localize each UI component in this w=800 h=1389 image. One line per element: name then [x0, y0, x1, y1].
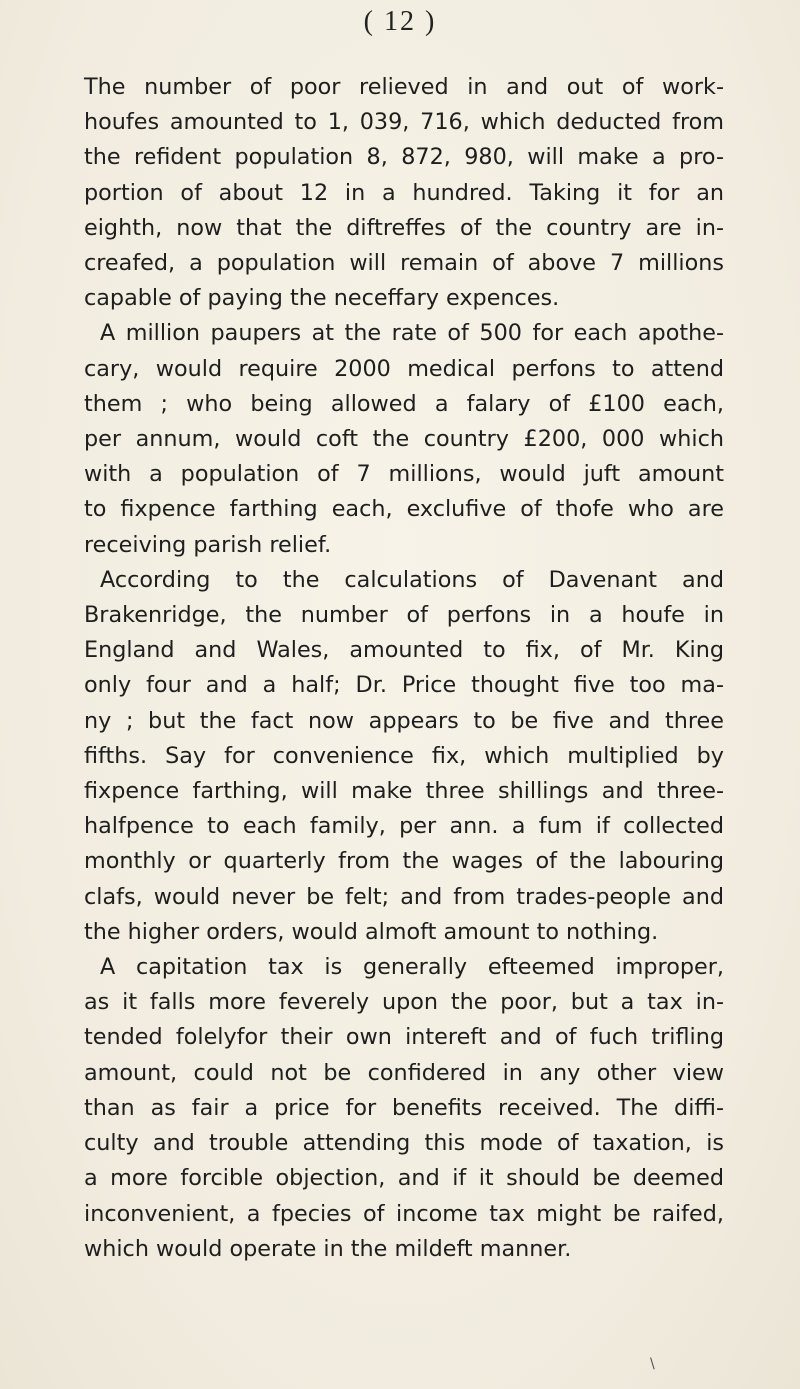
text-line: a more forcible objection, and if it should be deemed [84, 1165, 724, 1192]
text-line: receiving parish relief. [84, 531, 332, 558]
text-line: fifths. Say for convenience fix, which multiplied by [84, 742, 724, 769]
paragraph [84, 950, 724, 1267]
text-line: England and Wales, amounted to fix, of Mr. King [84, 637, 724, 664]
paragraph [84, 316, 724, 562]
text-line: which would operate in the mildeft manner. [84, 1235, 572, 1262]
text-line: fixpence farthing, will make three shillings and three- [84, 778, 724, 805]
text-line: the refident population 8, 872, 980, will make a pro- [84, 144, 724, 171]
text-line: than as fair a price for benefits received. The diffi- [84, 1094, 724, 1121]
text-line: houfes amounted to 1, 039, 716, which deducted from [84, 109, 724, 136]
text-line: per annum, would coft the country £200, 000 which [84, 426, 724, 453]
text-line: amount, could not be confidered in any other view [84, 1059, 724, 1086]
text-line: Brakenridge, the number of perfons in a houfe in [84, 602, 724, 629]
text-line: inconvenient, a fpecies of income tax might be raifed, [84, 1200, 724, 1227]
text-line: creafed, a population will remain of above 7 millions [84, 250, 724, 277]
stray-mark: \ [650, 1356, 655, 1372]
text-line: A capitation tax is generally efteemed improper, [100, 954, 724, 981]
text-line: monthly or quarterly from the wages of the labouring [84, 848, 724, 875]
text-line: A million paupers at the rate of 500 for each apothe- [100, 320, 724, 347]
text-line: them ; who being allowed a falary of £100 each, [84, 390, 724, 417]
paragraph [84, 563, 724, 950]
text-line: eighth, now that the diftreffes of the country are in- [84, 214, 724, 241]
text-line: According to the calculations of Davenant and [100, 566, 724, 593]
text-line: cary, would require 2000 medical perfons to attend [84, 355, 724, 382]
text-line: halfpence to each family, per ann. a fum if collected [84, 813, 724, 840]
text-line: the higher orders, would almoft amount to nothing. [84, 918, 659, 945]
text-line: culty and trouble attending this mode of taxation, is [84, 1130, 724, 1157]
page-number: ( 12 ) [363, 6, 437, 37]
text-line: tended folelyfor their own intereft and of fuch trifling [84, 1024, 724, 1051]
text-line: The number of poor relieved in and out of work- [84, 74, 724, 100]
paragraph [84, 70, 724, 316]
text-line: portion of about 12 in a hundred. Taking it for an [84, 179, 724, 206]
text-line: only four and a half; Dr. Price thought five too ma- [84, 672, 724, 699]
body-text [84, 70, 724, 1267]
text-line: to fixpence farthing each, exclufive of thofe who are [84, 496, 724, 523]
text-line: capable of paying the neceffary expences. [84, 285, 560, 312]
text-line: with a population of 7 millions, would juft amount [84, 461, 724, 488]
text-line: ny ; but the fact now appears to be five and three [84, 707, 724, 734]
text-line: as it falls more feverely upon the poor, but a tax in- [84, 989, 724, 1016]
text-line: clafs, would never be felt; and from trades-people and [84, 883, 724, 910]
